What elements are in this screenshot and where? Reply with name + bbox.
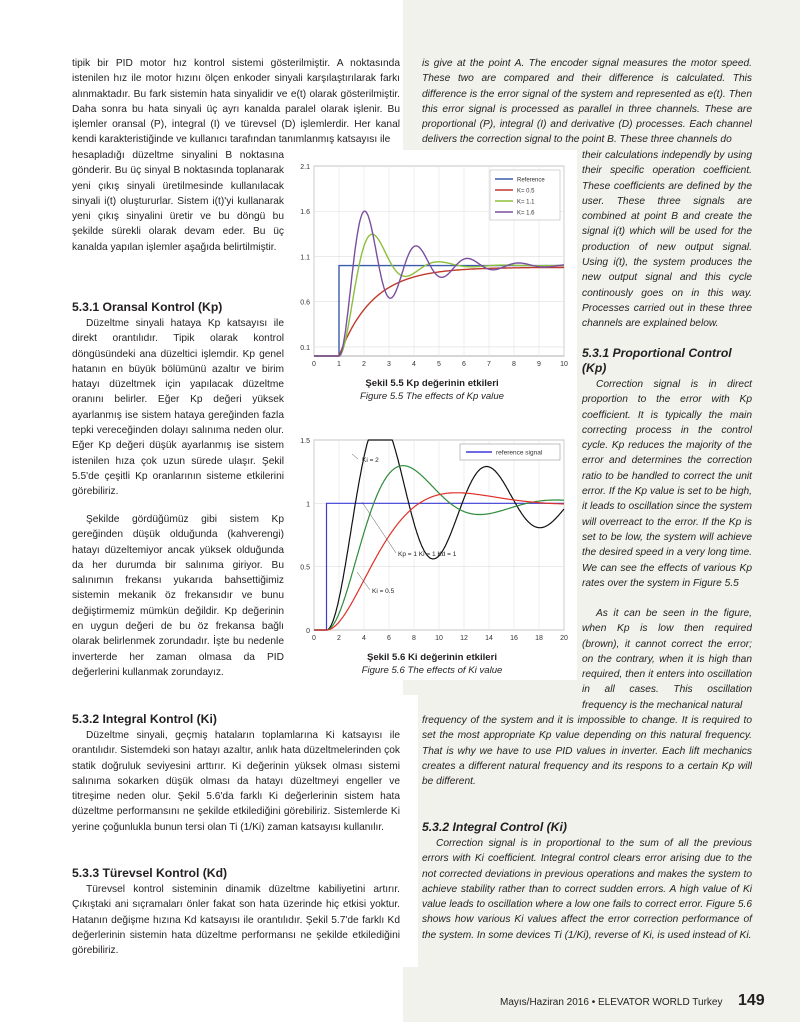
page-number: 149 (738, 992, 765, 1009)
x-tick-label: 10 (560, 361, 568, 368)
figure-5-6-caption-english: Figure 5.6 The effects of Ki value (361, 665, 503, 676)
x-tick-label: 9 (537, 361, 541, 368)
turkish-heading-proportional: 5.3.1 Oransal Kontrol (Kp) (72, 300, 223, 314)
turkish-intro-paragraph: tipik bir PID motor hız kontrol sistemi gösterilmiştir. A noktasında istenilen hız ile motor hızını ölçen enkoder sinyali karşılaştırılarak farkı alınmaktadır. Bu fark sistemin hata sinyalidir ve e(t) olarak gösterilmiştir. Daha sonra bu hata sinyali üç ayrı kanalda paralel olarak işlenir. Bu işlemler oransal (P), integral (I) ve türevsel (D) işlemlerdir. Her kanal kendi karakteristiğinde ve kullanıcı tarafından tanımlanmış katsayısı ile (72, 58, 400, 146)
x-tick-label: 5 (437, 361, 441, 368)
y-tick-label: 2.1 (300, 164, 310, 171)
legend-label: reference signal (496, 449, 543, 457)
x-tick-label: 16 (510, 635, 518, 642)
y-tick-label: 1 (306, 501, 310, 509)
turkish-intro-paragraph-cont: hesapladığı düzeltme sinyalini B noktasına gönderir. Bu üç sinyal B noktasında toplanarak yeni çıkış sinyali üretilmesinde kullanılacak sinyali i(t) oluştururlar. Sistem i(t)'yi kullanarak yeni çıkış sinyalini üretir ve bu döngü bu şekilde sürekli olarak devam eder. Bu üç kanalda yapılan işlemler aşağıda belirtilmiştir. (72, 150, 284, 253)
y-tick-label: 0.5 (300, 564, 310, 572)
turkish-paragraph-derivative: Türevsel kontrol sisteminin dinamik düzeltme kabiliyetini artırır. Çıkıştaki ani sıçramaları önler fakat son hata üzerinde hiç etkisi yoktur. Hatanın değişme hızına Kd katsayısı ile orantılıdır. Şekil 5.7'de farklı Kd değerlerinin sistemin hata düzeltme performansı ne şekilde etkilediğini görebiliriz. (72, 884, 400, 957)
english-heading-integral: 5.3.2 Integral Control (Ki) (422, 820, 567, 834)
annotation-label: Ki = 2 (362, 457, 379, 464)
english-paragraph-kp-figure-cont: frequency of the system and it is impossible to change. It is required to set the most appropriate Kp value depending on this natural frequency. That is why we have to use PID values in inverter. Each lift mechanics creates a different natural frequency and its respons to a certain Kp will be different. (422, 715, 752, 788)
x-tick-label: 6 (462, 361, 466, 368)
x-tick-label: 20 (560, 635, 568, 642)
y-tick-label: 0.6 (300, 299, 310, 307)
x-tick-label: 12 (460, 635, 468, 642)
y-tick-label: 1.6 (300, 209, 310, 217)
x-tick-label: 4 (412, 361, 416, 368)
english-paragraph-proportional: Correction signal is in direct proportion to the error with Kp coefficient. It is typically the main correcting process in the control cycle. Kp reduces the majority of the error and determines the correction ratio to be handled to correct the unit error. If the Kp value is set to be high, it leads to oscillation since the system will overreact to the error. If the Kp is set to be low, the system will achieve the desired speed in a very long time. We can see the effects of various Kp rates over the system in Figure 5.5 (582, 379, 752, 589)
figure-5-5-caption-english: Figure 5.5 The effects of Kp value (360, 391, 504, 402)
figure-5-6-chart (292, 432, 572, 648)
english-paragraph-kp-figure: As it can be seen in the figure, when Kp is low then required (brown), it cannot correct the error; on the contrary, when it is high than required, then it enters into oscillation in all cases. This oscillation frequency is the mechanical natural (582, 608, 752, 711)
y-tick-label: 0.1 (300, 344, 310, 352)
x-tick-label: 3 (387, 361, 391, 368)
figure-5-5-caption (292, 377, 572, 403)
footer-publication: Mayıs/Haziran 2016 • ELEVATOR WORLD Turkey (500, 997, 723, 1008)
x-tick-label: 8 (512, 361, 516, 368)
english-intro-paragraph: is give at the point A. The encoder signal measures the motor speed. These two are compared and their difference is calculated. This difference is the error signal of the system and represented as e(t). Then this error signal is processed as parallel in three channels. These are proportional (P), integral (I) and derivative (D) processes. Each channel delivers the correction signal to the point B. These three channels do (422, 58, 752, 146)
legend-label: Reference (517, 177, 545, 184)
x-tick-label: 7 (487, 361, 491, 368)
x-tick-label: 1 (337, 361, 341, 368)
legend-label: K= 0.5 (517, 188, 535, 195)
x-tick-label: 2 (362, 361, 366, 368)
english-paragraph-integral: Correction signal is in proportional to the sum of all the previous errors with Ki coefficient. Integral control clears error arising due to the not corrected deviations in previous operations and makes the system to achieve stability rather than to correct sudden errors. A high value of Ki value leads to oscillation where a low one fails to correct error. Figure 5.6 shows how various Ki values affect the error correction performance of the system. In some devices Ti (1/Ki), reverse of Ki, is used instead of Ki. (422, 838, 752, 941)
x-tick-label: 14 (485, 635, 493, 642)
figure-5-5-chart (292, 158, 572, 374)
y-tick-label: 1.5 (300, 438, 310, 445)
kp-effects-plot (292, 158, 572, 374)
x-tick-label: 2 (337, 635, 341, 642)
x-tick-label: 0 (312, 635, 316, 642)
turkish-paragraph-proportional: Düzeltme sinyali hataya Kp katsayısı ile direkt orantılıdır. Tipik olarak kontrol döngüsündeki ana düzeltici işlemdir. Kp genel hatanın en büyük bölümünü azaltır ve birim hatayı düzeltmek için yapılacak düzeltme oranını belirler. Eğer Kp değeri yüksek ayarlanmış ise sistem hataya gereğinden fazla tepki vereceğinden dolayı salınıma neden olur. Eğer Kp değeri düşük ayarlanmış ise sistem istenilen hıza çok uzun sürede ulaşır. Şekil 5.5'de çeşitli Kp oranlarının sisteme etkilerini görebiliriz. (72, 318, 284, 498)
legend-label: K= 1.6 (517, 210, 535, 217)
figure-5-6-caption-turkish: Şekil 5.6 Ki değerinin etkileri (366, 652, 498, 663)
english-intro-paragraph-cont: their calculations independly by using their specific operation coefficient. These coefficients are defined by the user. These three signals are combined at point B and create the signal i(t) which will be used for the production of new output signal. Using i(t), the system produces the new output signal and this cycle continously goes on in this way. Processes carried out in these three channels are explained below. (582, 150, 752, 330)
x-tick-label: 0 (312, 361, 316, 368)
y-tick-label: 1.1 (300, 254, 310, 262)
turkish-paragraph-integral: Düzeltme sinyali, geçmiş hataların toplamlarına Ki katsayısı ile orantılıdır. Sistemdeki son hatayı azaltır, anlık hata düzeltmelerinden çok statik doğruluk seviyesini arttırır. Ki değerinin yüksek olması sistemi salınıma sokarken düşük olması da hatayı düzeltmeyi engeller ve titreşime neden olur. Şekil 5.6'da farklı Ki değerlerinin sistem hata düzeltme performansını ne şekilde etkilediğini görebiliriz. Sistemlerde Ki yerine çoğunlukla bunun tersi olan Ti (1/Ki) zaman katsayısı kullanılır. (72, 730, 400, 833)
turkish-heading-derivative: 5.3.3 Türevsel Kontrol (Kd) (72, 866, 228, 880)
x-tick-label: 8 (412, 635, 416, 642)
x-tick-label: 10 (435, 635, 443, 642)
figure-5-5-caption-turkish: Şekil 5.5 Kp değerinin etkileri (365, 378, 499, 389)
x-tick-label: 6 (387, 635, 391, 642)
legend-label: K= 1.1 (517, 199, 535, 206)
annotation-label: Kp = 1 Ki = 1 Kd = 1 (398, 551, 457, 558)
ki-effects-plot (292, 432, 572, 648)
english-heading-proportional: 5.3.1 Proportional Control (Kp) (582, 346, 732, 375)
x-tick-label: 18 (535, 635, 543, 642)
x-tick-label: 4 (362, 635, 366, 642)
turkish-paragraph-kp-figure: Şekilde gördüğümüz gibi sistem Kp gereğinden düşük olduğunda (kahverengi) hatayı düzeltemiyor ancak yüksek olduğunda da her durumda bir salınıma giriyor. Bu salınımın frekansı yukarıda bahsettiğimiz sistemin mekanik öz frekansıdır ve bunu değiştirmemiz mümkün değildir. Kp değerinin en uygun değeri de bu öz frekansa bağlı olarak belirlenmek zorundadır. İşte bu nedenle inverterde her zaman olmasa da PID değerlerini kullanmak zorundayız. (72, 514, 284, 678)
annotation-label: Ki = 0.5 (372, 588, 395, 595)
y-tick-label: 0 (306, 628, 310, 635)
turkish-heading-integral: 5.3.2 Integral Kontrol (Ki) (72, 712, 217, 726)
figure-5-6-caption (292, 651, 572, 677)
